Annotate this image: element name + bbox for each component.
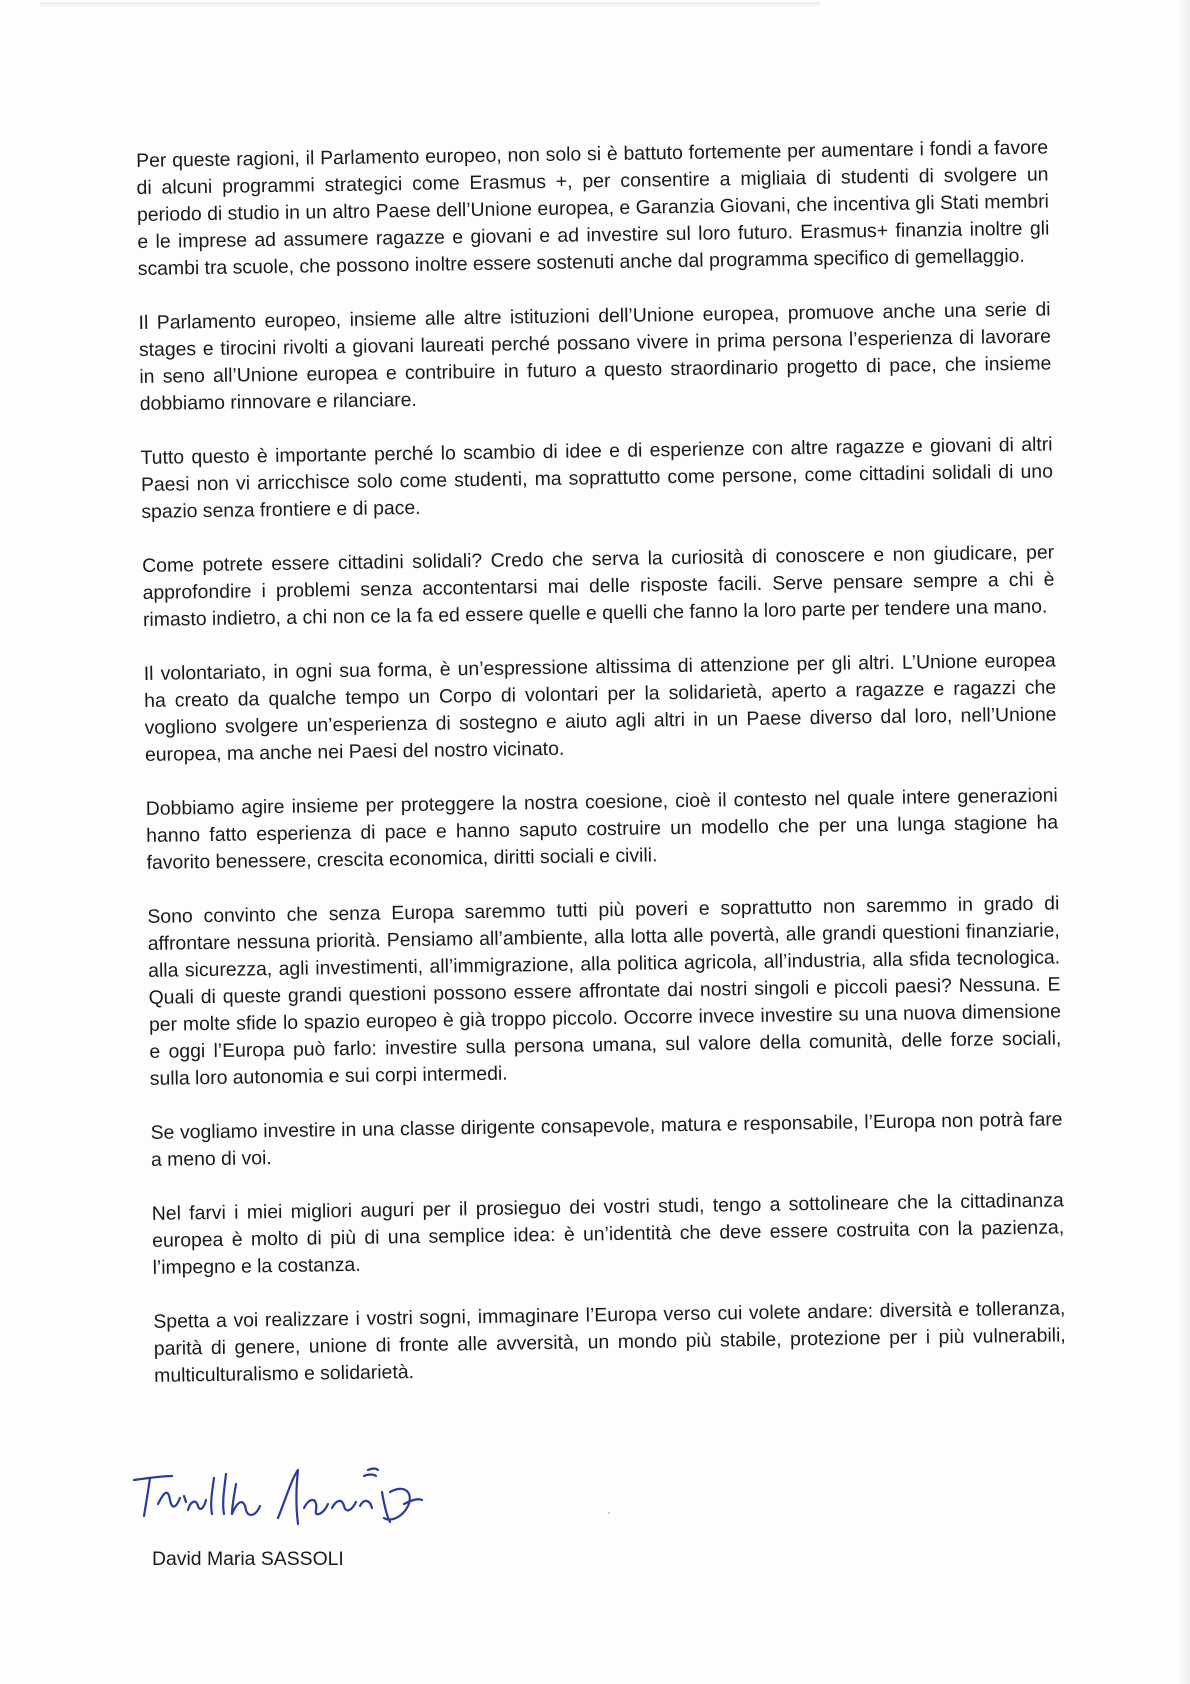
paragraph-6: Dobbiamo agire insieme per proteggere la nostra coesione, cioè il contesto nel quale intere generazioni hanno fatto esperienza di pace e hanno saputo costruire un modello che per una lunga stagione ha favorito benessere, crescita economica, diritti sociali e civili. bbox=[145, 784, 1059, 874]
paragraph-5: Il volontariato, in ogni sua forma, è un’espressione altissima di attenzione per gli altri. L’Unione europea ha creato da qualche tempo un Corpo di volontari per la solidarietà, aperto a ragazze e ragazzi che vogliono svolgere un’esperienza di sostegno e aiuto agli altri in un Paese diverso dal loro, nell’Unione europea, ma anche nei Paesi del nostro vicinato. bbox=[143, 649, 1057, 766]
paragraph-4: Come potrete essere cittadini solidali? Credo che serva la curiosità di conoscere e non giudicare, per approfondire i problemi senza accontentarsi mai delle risposte facili. Serve pensare sempre a chi è rimasto indietro, a chi non ce la fa ed essere quelle e quelli che fanno la loro parte per tendere una mano. bbox=[142, 541, 1055, 631]
paragraph-1: Per queste ragioni, il Parlamento europeo, non solo si è battuto fortemente per aumentare i fondi a favore di alcuni programmi strategici come Erasmus +, per consentire a migliaia di studenti di svolgere un periodo di studio in un altro Paese dell’Unione europea, e Garanzia Giovani, che incentiva gli Stati membri e le imprese ad assumere ragazze e giovani e ad investire sul loro futuro. Erasmus+ finanzia inoltre gli scambi tra scuole, che possono inoltre essere sostenuti anche dal programma specifico di gemellaggio. bbox=[136, 136, 1050, 280]
paragraph-3: Tutto questo è importante perché lo scambio di idee e di esperienze con altre ragazze e giovani di altri Paesi non vi arricchisce solo come studenti, ma soprattutto come persone, come cittadini solidali di uno spazio senza frontiere e di pace. bbox=[140, 433, 1054, 523]
letter-body bbox=[136, 134, 1067, 1416]
scan-artifact bbox=[40, 2, 820, 8]
stray-mark bbox=[608, 1512, 610, 1514]
paragraph-9: Nel farvi i miei migliori auguri per il prosieguo dei vostri studi, tengo a sottolineare che la cittadinanza europea è molto di più di una semplice idea: è un’identità che deve essere costruita con la pazienza, l’impegno e la costanza. bbox=[151, 1189, 1065, 1279]
handwritten-signature bbox=[128, 1448, 458, 1538]
paragraph-7: Sono convinto che senza Europa saremmo tutti più poveri e soprattutto non saremmo in grado di affrontare nessuna priorità. Pensiamo all’ambiente, alla lotta alle povertà, alle grandi questioni finanziarie, alla sicurezza, agli investimenti, all’immigrazione, alla politica agricola, all’industria, alla sfida tecnologica. Quali di queste grandi questioni possono essere affrontate dai nostri singoli e piccoli paesi? Nessuna. E per molte sfide lo spazio europeo è già troppo piccolo. Occorre invece investire su una nuova dimensione e oggi l’Europa può farlo: investire sulla persona umana, sul valore della comunità, delle forze sociali, sulla loro autonomia e sui corpi intermedi. bbox=[147, 892, 1062, 1090]
paragraph-8: Se vogliamo investire in una classe dirigente consapevole, matura e responsabile, l’Europa non potrà fare a meno di voi. bbox=[150, 1108, 1063, 1171]
page-edge-shadow bbox=[1176, 0, 1190, 1684]
signer-name: David Maria SASSOLI bbox=[152, 1548, 344, 1570]
paragraph-2: Il Parlamento europeo, insieme alle altre istituzioni dell’Unione europea, promuove anche una serie di stages e tirocini rivolti a giovani laureati perché possano vivere in prima persona l’esperienza di lavorare in seno all’Unione europea e contribuire in futuro a questo straordinario progetto di pace, che insieme dobbiamo rinnovare e rilanciare. bbox=[138, 298, 1052, 415]
paragraph-10: Spetta a voi realizzare i vostri sogni, immaginare l’Europa verso cui volete andare: diversità e tolleranza, parità di genere, unione di fronte alle avversità, un mondo più stabile, protezione per i più vulnerabili, multiculturalismo e solidarietà. bbox=[153, 1297, 1066, 1387]
